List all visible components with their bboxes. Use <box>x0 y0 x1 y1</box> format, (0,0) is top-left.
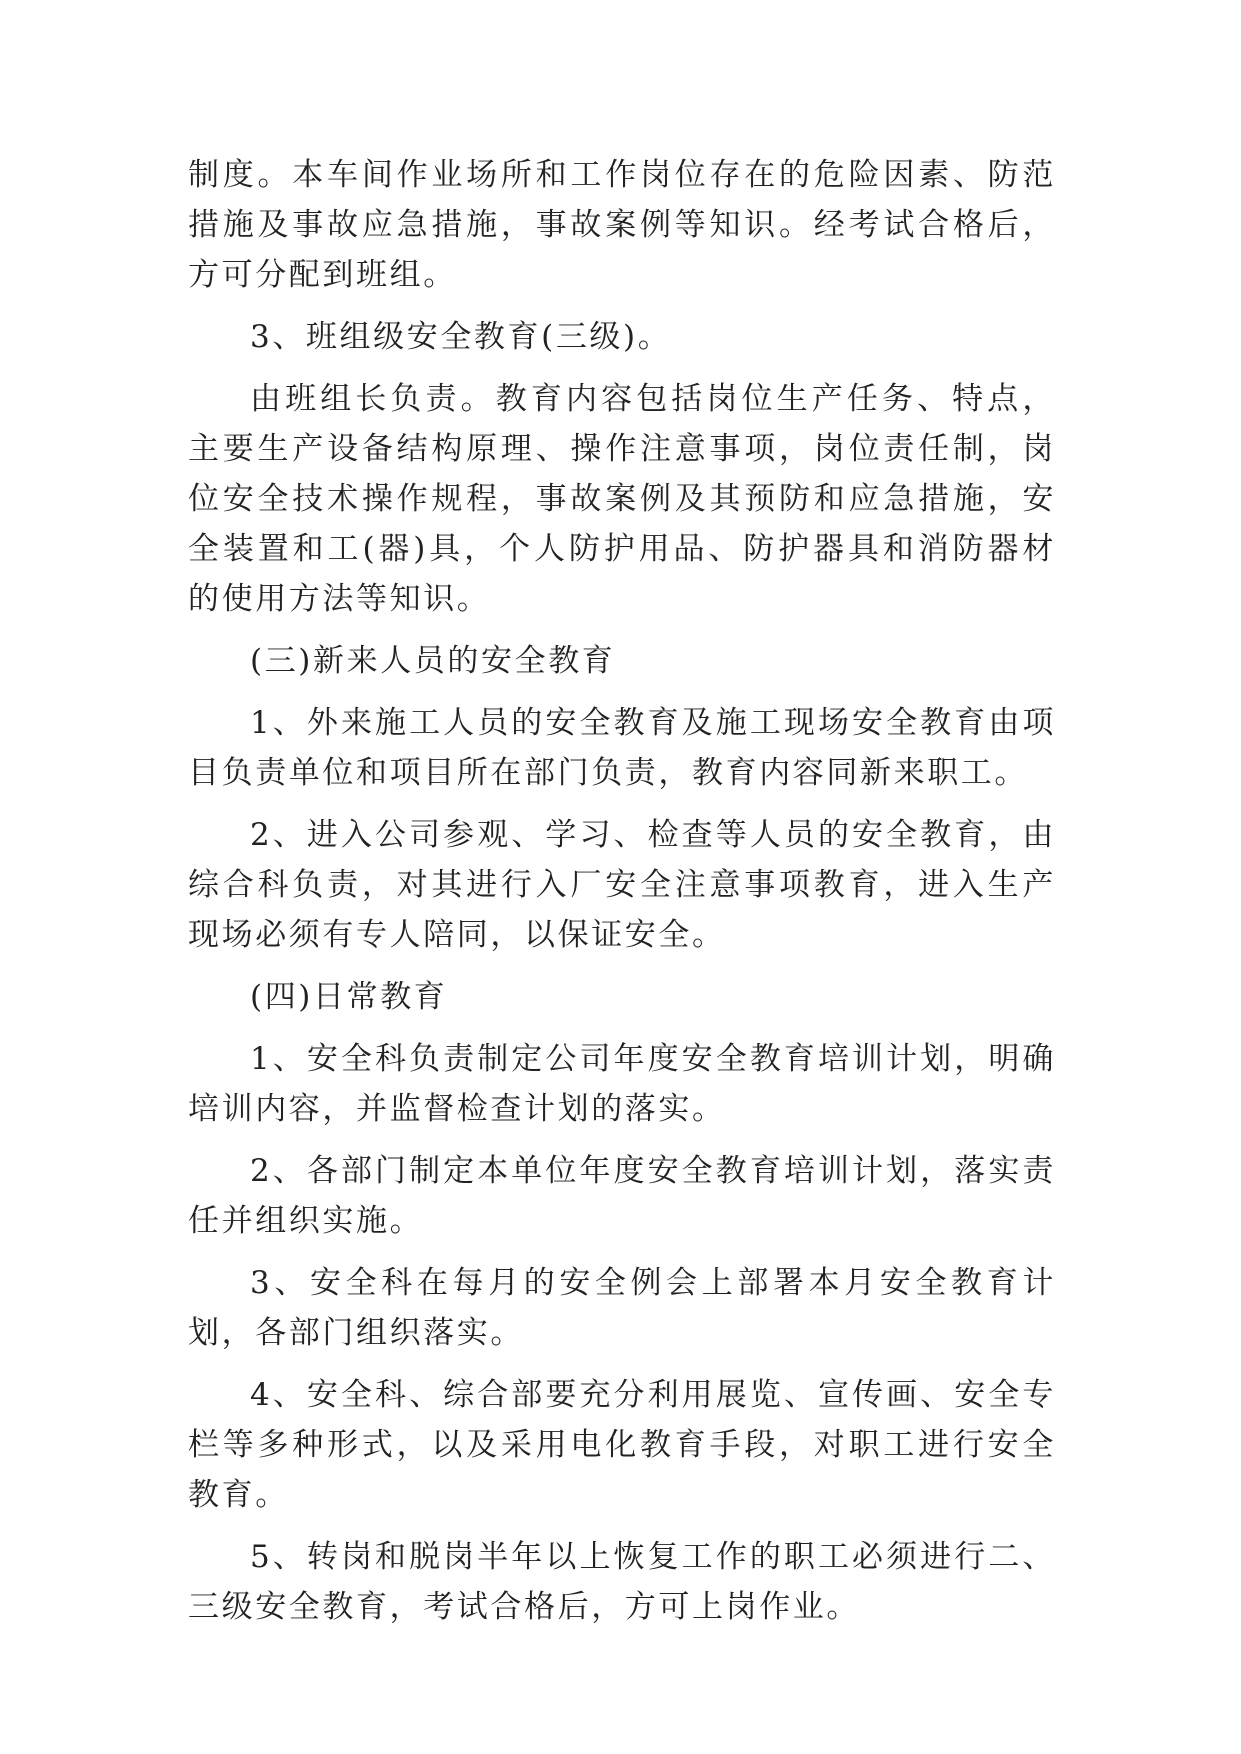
document-body <box>188 150 1056 1644</box>
paragraph-team-level-content: 由班组长负责。教育内容包括岗位生产任务、特点，主要生产设备结构原理、操作注意事项，岗位责任制，岗位安全技术操作规程，事故案例及其预防和应急措施，安全装置和工(器)具，个人防护用品、防护器具和消防器材的使用方法等知识。 <box>188 381 1056 617</box>
paragraph-monthly-meeting: 3、安全科在每月的安全例会上部署本月安全教育计划，各部门组织落实。 <box>188 1265 1056 1351</box>
paragraph-continuation: 制度。本车间作业场所和工作岗位存在的危险因素、防范措施及事故应急措施，事故案例等知识。经考试合格后，方可分配到班组。 <box>188 157 1056 293</box>
paragraph-annual-plan: 1、安全科负责制定公司年度安全教育培训计划，明确培训内容，并监督检查计划的落实。 <box>188 1041 1056 1127</box>
paragraph-publicity: 4、安全科、综合部要充分利用展览、宣传画、安全专栏等多种形式，以及采用电化教育手段，对职工进行安全教育。 <box>188 1377 1056 1513</box>
paragraph-team-level-heading: 3、班组级安全教育(三级)。 <box>250 319 672 355</box>
paragraph-department-plan: 2、各部门制定本单位年度安全教育培训计划，落实责任并组织实施。 <box>188 1153 1056 1239</box>
section-heading-daily-education: (四)日常教育 <box>250 979 448 1015</box>
paragraph-job-transfer: 5、转岗和脱岗半年以上恢复工作的职工必须进行二、三级安全教育，考试合格后，方可上岗作业。 <box>188 1539 1056 1625</box>
paragraph-external-workers: 1、外来施工人员的安全教育及施工现场安全教育由项目负责单位和项目所在部门负责，教育内容同新来职工。 <box>188 705 1056 791</box>
paragraph-visitors: 2、进入公司参观、学习、检查等人员的安全教育，由综合科负责，对其进行入厂安全注意事项教育，进入生产现场必须有专人陪同，以保证安全。 <box>188 817 1056 953</box>
section-heading-new-personnel: (三)新来人员的安全教育 <box>250 643 616 679</box>
